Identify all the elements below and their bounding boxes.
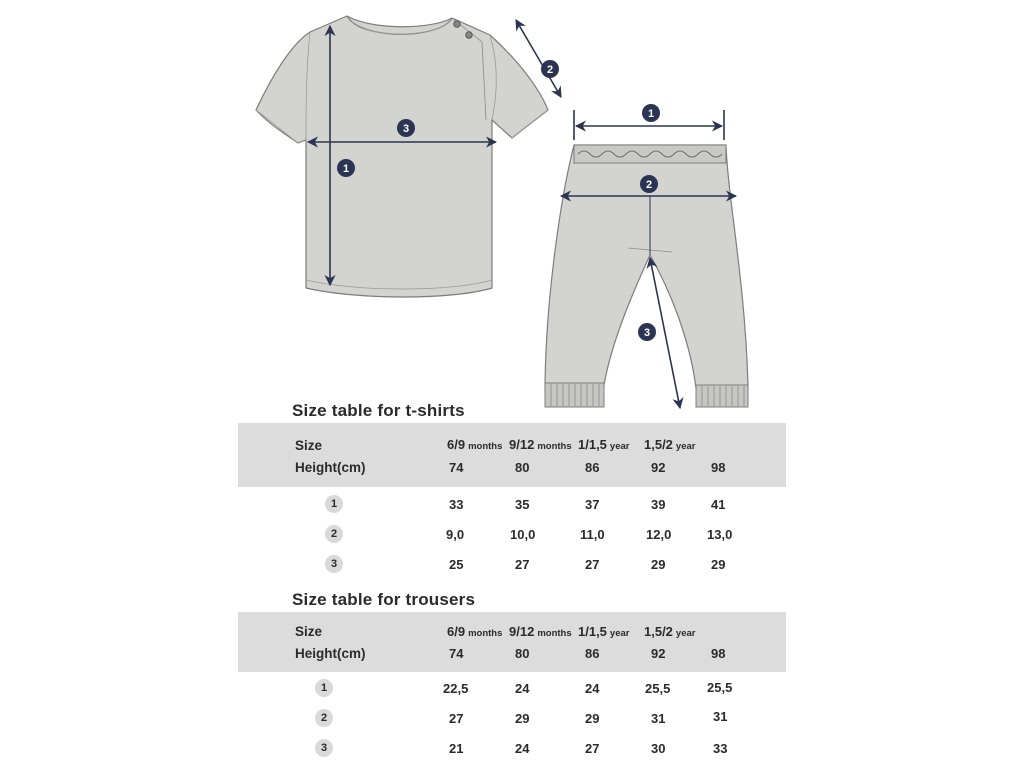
tshirt-table-header [238, 423, 786, 487]
trousers-cell: 29 [515, 711, 530, 726]
trousers-height-label: Height(cm) [295, 646, 366, 661]
tshirt-height-value: 86 [585, 460, 600, 475]
trousers-height-value: 86 [585, 646, 600, 661]
tshirt-cell: 29 [711, 557, 726, 572]
trousers-size-col: 6/9 months [447, 624, 503, 639]
trousers-row-label: 3 [315, 739, 333, 757]
tshirt-cell: 29 [651, 557, 666, 572]
tshirt-cell: 33 [449, 497, 464, 512]
tshirt-height-value: 80 [515, 460, 530, 475]
tshirt-row-label: 1 [325, 495, 343, 513]
trousers-cell: 31 [713, 709, 728, 724]
trousers-size-label: Size [295, 624, 323, 639]
trousers-row-label: 2 [315, 709, 333, 727]
tshirt-height-value: 98 [711, 460, 726, 475]
trousers-table-header [238, 612, 786, 672]
tshirt-marker-3 [397, 119, 415, 137]
trousers-cell: 25,5 [645, 681, 671, 696]
trousers-cell: 21 [449, 741, 464, 756]
trousers-cell: 31 [651, 711, 666, 726]
trousers-cell: 25,5 [707, 680, 733, 695]
tshirt-table-title: Size table for t-shirts [292, 401, 465, 420]
trousers-size-col: 1,5/2 year [644, 624, 696, 639]
trousers-cell: 24 [515, 741, 530, 756]
tshirt-cell: 25 [449, 557, 464, 572]
svg-text:3: 3 [402, 123, 410, 135]
tshirt-height-label: Height(cm) [295, 460, 366, 475]
tshirt-marker-2 [541, 60, 559, 78]
tshirt-height-value: 92 [651, 460, 666, 475]
trousers-cell: 30 [651, 741, 666, 756]
svg-text:2: 2 [645, 179, 653, 191]
tshirt-size-col: 6/9 months [447, 437, 503, 452]
trousers-marker-2 [640, 175, 658, 193]
trousers-cell: 29 [585, 711, 600, 726]
trousers-table-title: Size table for trousers [292, 590, 476, 609]
tshirt-cell: 37 [585, 497, 600, 512]
svg-text:1: 1 [342, 163, 350, 175]
tshirt-cell: 9,0 [446, 527, 465, 542]
trousers-cell: 24 [515, 681, 530, 696]
tshirt-cell: 41 [711, 497, 726, 512]
trousers-cell: 22,5 [443, 681, 469, 696]
tshirt-cell: 10,0 [510, 527, 536, 542]
tshirt-drawing [256, 16, 548, 297]
trousers-size-col: 1/1,5 year [578, 624, 630, 639]
tshirt-size-col: 1,5/2 year [644, 437, 696, 452]
trousers-row-label: 1 [315, 679, 333, 697]
tshirt-row-label: 3 [325, 555, 343, 573]
trousers-cell: 24 [585, 681, 600, 696]
tshirt-cell: 27 [585, 557, 600, 572]
tshirt-size-col: 1/1,5 year [578, 437, 630, 452]
svg-text:2: 2 [546, 64, 554, 76]
svg-text:3: 3 [643, 327, 651, 339]
tshirt-cell: 11,0 [580, 527, 605, 542]
tshirt-height-value: 74 [449, 460, 464, 475]
trousers-cell: 33 [713, 741, 728, 756]
trousers-height-value: 74 [449, 646, 464, 661]
tshirt-cell: 13,0 [707, 527, 733, 542]
trousers-marker-1 [642, 104, 660, 122]
tshirt-cell: 35 [515, 497, 530, 512]
trousers-height-value: 80 [515, 646, 530, 661]
tshirt-row-label: 2 [325, 525, 343, 543]
tshirt-size-col: 9/12 months [509, 437, 572, 452]
tshirt-cell: 27 [515, 557, 530, 572]
trousers-cell: 27 [585, 741, 600, 756]
trousers-marker-3 [638, 323, 656, 341]
trousers-cell: 27 [449, 711, 464, 726]
tshirt-cell: 39 [651, 497, 666, 512]
tshirt-cell: 12,0 [646, 527, 672, 542]
tshirt-size-label: Size [295, 438, 323, 453]
trousers-height-value: 98 [711, 646, 726, 661]
trousers-size-col: 9/12 months [509, 624, 572, 639]
trousers-height-value: 92 [651, 646, 666, 661]
tshirt-marker-1 [337, 159, 355, 177]
svg-text:1: 1 [647, 108, 655, 120]
